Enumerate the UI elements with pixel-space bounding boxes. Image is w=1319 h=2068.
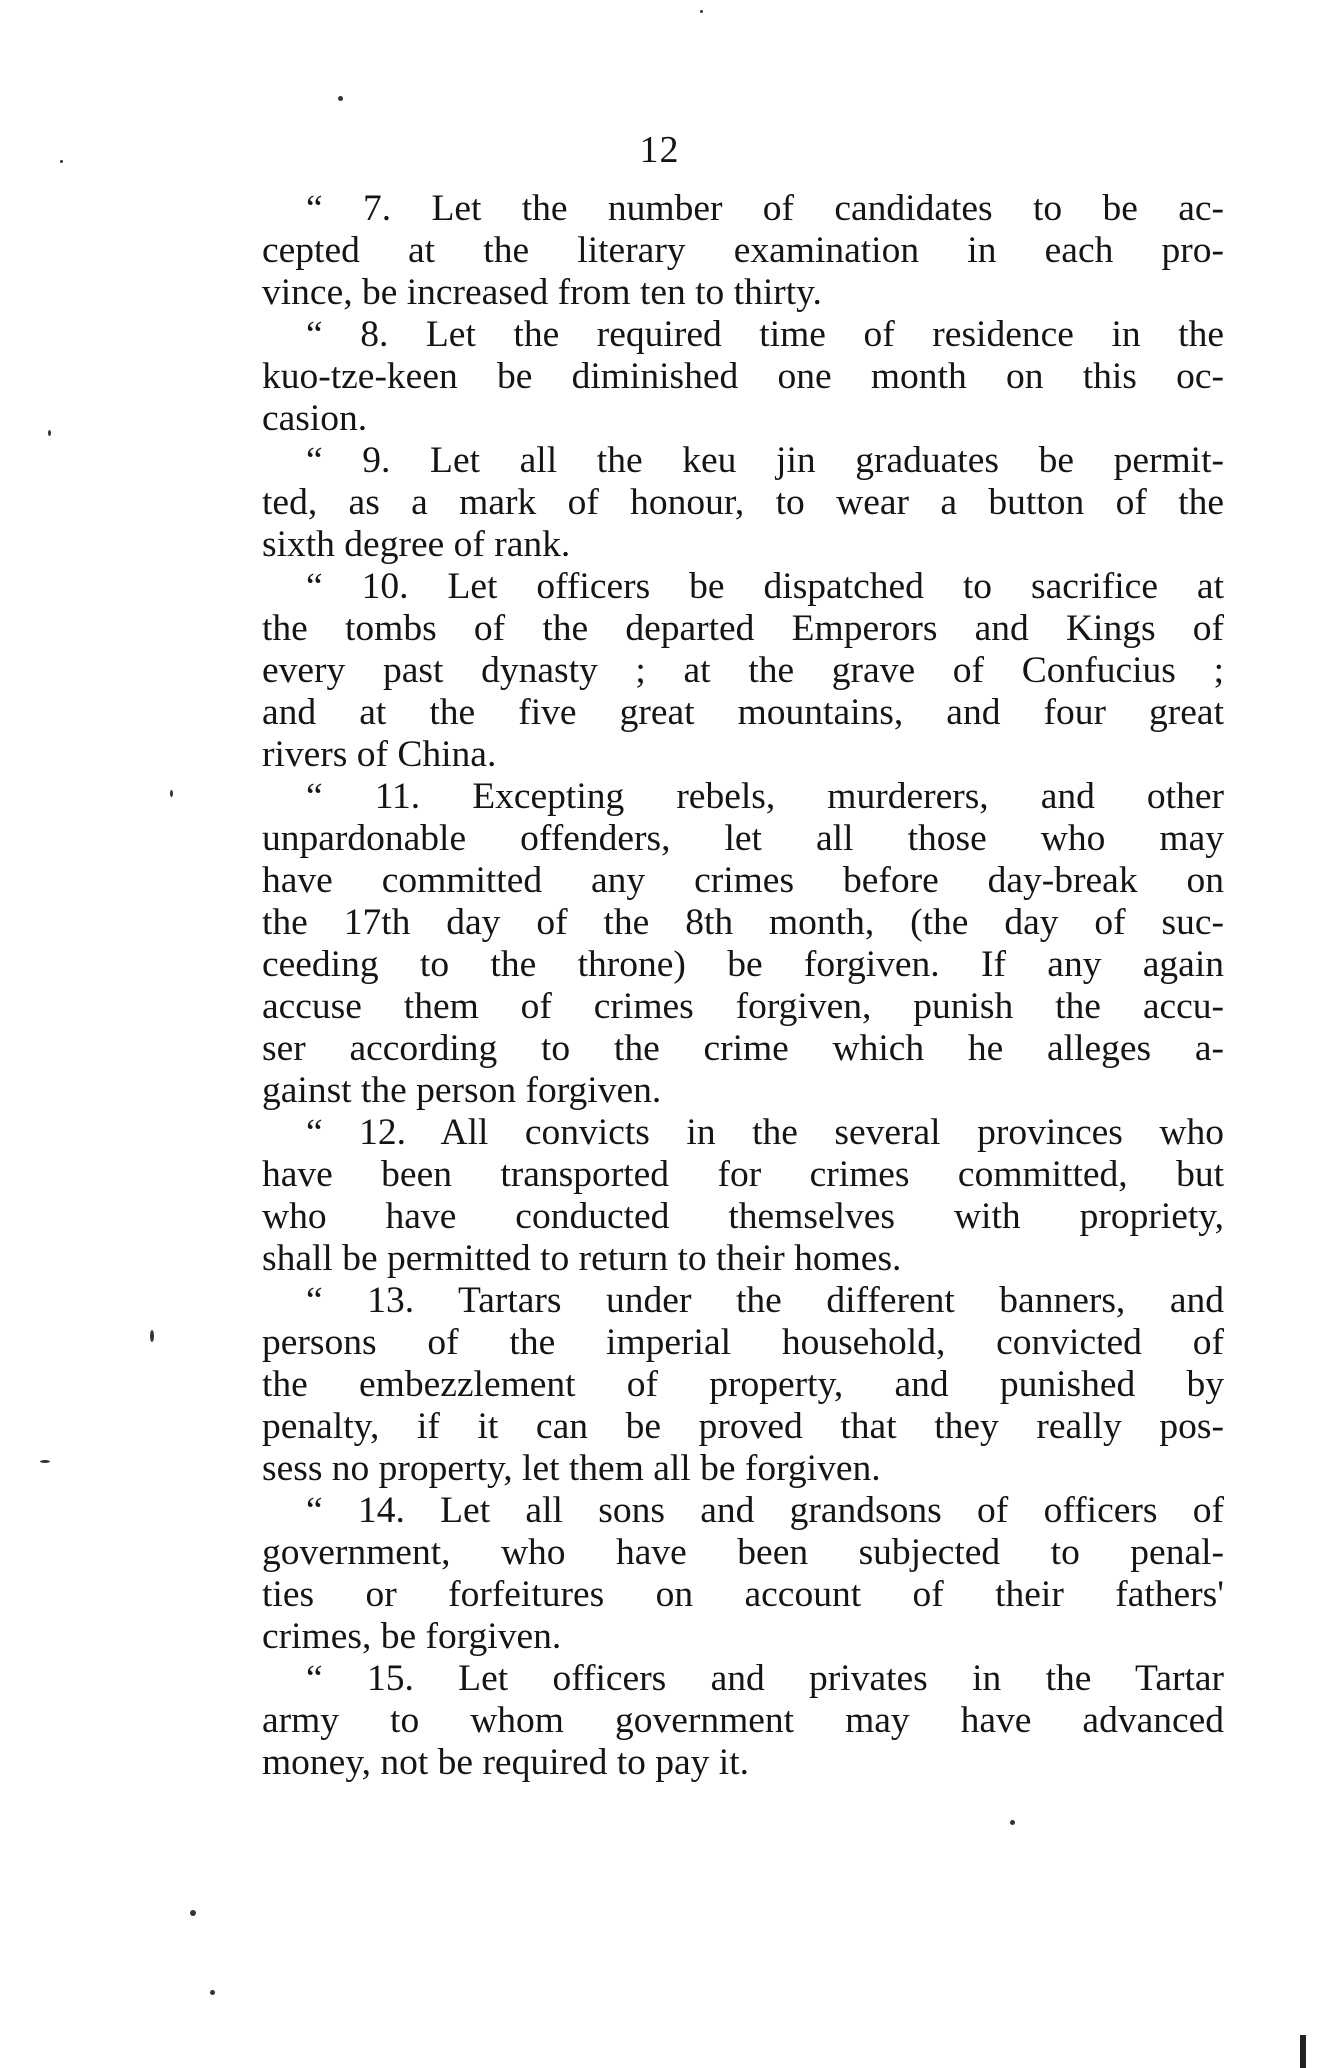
text-line: “ 10. Let officers be dispatched to sacrifice at [306, 566, 1224, 607]
scan-speck [338, 96, 343, 101]
scan-speck [1010, 1820, 1015, 1825]
scan-speck [60, 160, 63, 163]
text-line: unpardonable offenders, let all those who may [262, 818, 1224, 859]
text-line: and at the five great mountains, and four great [262, 692, 1224, 733]
scan-speck [190, 1910, 196, 1916]
text-line: army to whom government may have advanced [262, 1700, 1224, 1741]
text-line: “ 13. Tartars under the different banners, and [306, 1280, 1224, 1321]
scan-speck [700, 10, 703, 13]
paragraph-item-15 [262, 1658, 1224, 1784]
text-line: “ 14. Let all sons and grandsons of officers of [306, 1490, 1224, 1531]
text-line: shall be permitted to return to their homes. [262, 1238, 902, 1279]
text-line: government, who have been subjected to penal- [262, 1532, 1224, 1573]
paragraph-item-13 [262, 1280, 1224, 1490]
text-line: ties or forfeitures on account of their fathers' [262, 1574, 1224, 1615]
text-line: have been transported for crimes committed, but [262, 1154, 1224, 1195]
text-line: ted, as a mark of honour, to wear a button of the [262, 482, 1224, 523]
text-line: “ 12. All convicts in the several provinces who [306, 1112, 1224, 1153]
text-line: ser according to the crime which he alleges a- [262, 1028, 1224, 1069]
text-line: every past dynasty ; at the grave of Confucius ; [262, 650, 1224, 691]
scan-speck [40, 1460, 50, 1463]
paragraph-item-11 [262, 776, 1224, 1112]
text-line: “ 11. Excepting rebels, murderers, and other [306, 776, 1224, 817]
body-text [262, 188, 1224, 1784]
text-line: persons of the imperial household, convicted of [262, 1322, 1224, 1363]
text-line: casion. [262, 398, 368, 439]
paragraph-item-9 [262, 440, 1224, 566]
text-line: money, not be required to pay it. [262, 1742, 750, 1783]
text-line: the tombs of the departed Emperors and Kings of [262, 608, 1224, 649]
page-number: 12 [639, 129, 680, 171]
text-line: “ 7. Let the number of candidates to be ac- [306, 188, 1224, 229]
text-line: sess no property, let them all be forgiven. [262, 1448, 881, 1489]
text-line: the 17th day of the 8th month, (the day of suc- [262, 902, 1224, 943]
text-line: “ 15. Let officers and privates in the Tartar [306, 1658, 1224, 1699]
text-line: rivers of China. [262, 734, 497, 775]
scan-speck [210, 1990, 215, 1995]
text-line: “ 9. Let all the keu jin graduates be permit- [306, 440, 1224, 481]
text-line: vince, be increased from ten to thirty. [262, 272, 822, 313]
text-line: have committed any crimes before day-break on [262, 860, 1224, 901]
paragraph-item-14 [262, 1490, 1224, 1658]
text-line: accuse them of crimes forgiven, punish the accu- [262, 986, 1224, 1027]
scan-speck [150, 1330, 154, 1342]
paragraph-item-8 [262, 314, 1224, 440]
paragraph-item-7 [262, 188, 1224, 314]
text-line: gainst the person forgiven. [262, 1070, 662, 1111]
scan-speck [48, 430, 51, 436]
text-line: crimes, be forgiven. [262, 1616, 562, 1657]
scan-speck [170, 790, 173, 797]
paragraph-item-12 [262, 1112, 1224, 1280]
text-line: who have conducted themselves with propriety, [262, 1196, 1224, 1237]
text-line: “ 8. Let the required time of residence in the [306, 314, 1224, 355]
text-line: penalty, if it can be proved that they really pos- [262, 1406, 1224, 1447]
text-line: sixth degree of rank. [262, 524, 571, 565]
text-line: kuo-tze-keen be diminished one month on this oc- [262, 356, 1224, 397]
text-line: the embezzlement of property, and punished by [262, 1364, 1224, 1405]
paragraph-item-10 [262, 566, 1224, 776]
scan-edge-mark [1300, 2035, 1306, 2068]
text-line: ceeding to the throne) be forgiven. If any again [262, 944, 1224, 985]
text-line: cepted at the literary examination in each pro- [262, 230, 1224, 271]
